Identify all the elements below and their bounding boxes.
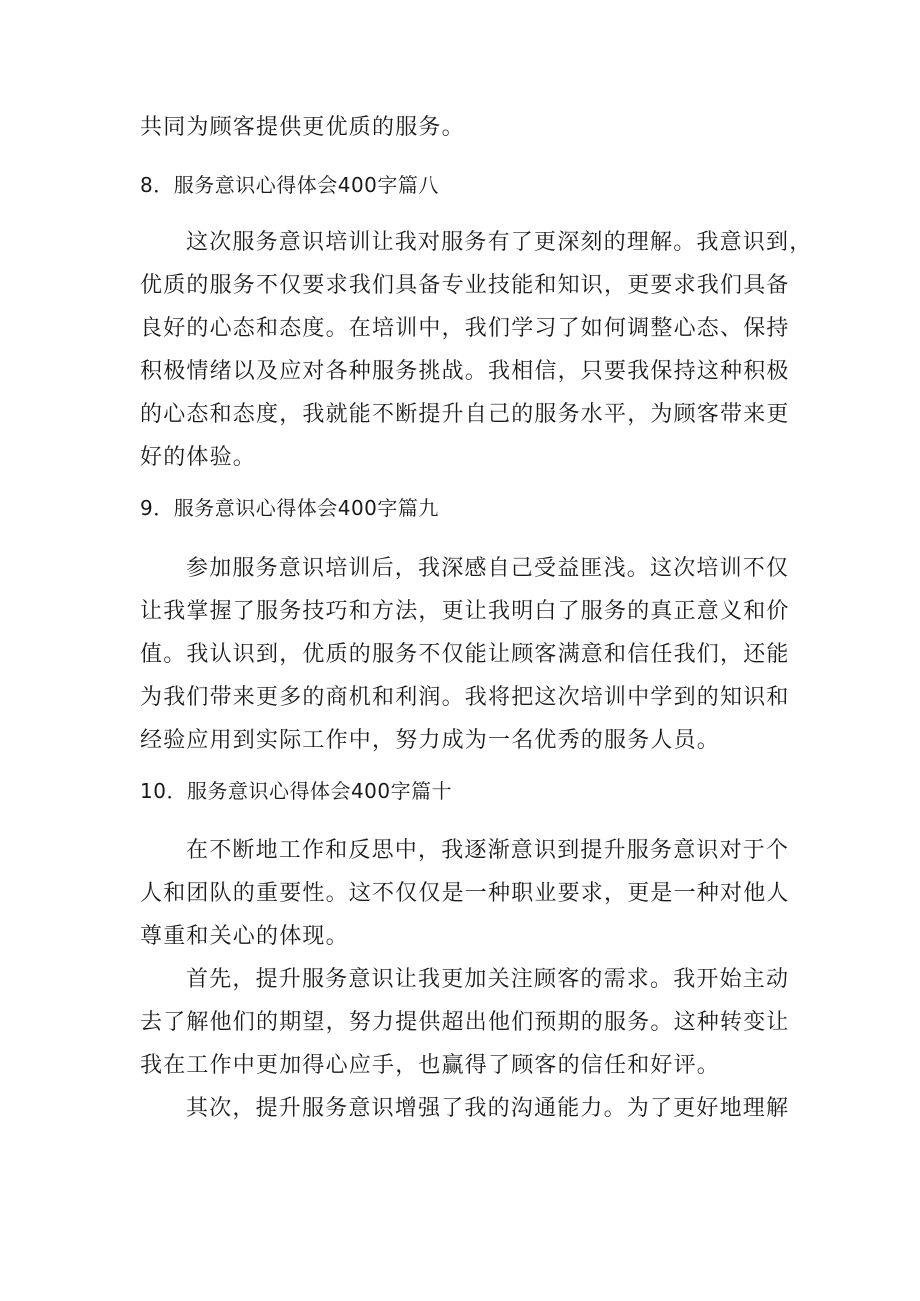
paragraph-line: 的心态和态度，我就能不断提升自己的服务水平，为顾客带来更 [140, 402, 790, 427]
paragraph-line: 在不断地工作和反思中，我逐渐意识到提升服务意识对于个 [186, 838, 790, 863]
paragraph-line: 其次，提升服务意识增强了我的沟通能力。为了更好地理解 [186, 1096, 790, 1121]
paragraph-line: 尊重和关心的体现。 [140, 924, 349, 949]
section-heading-8: 8．服务意识心得体会400字篇八 [140, 173, 439, 197]
paragraph-line: 经验应用到实际工作中，努力成为一名优秀的服务人员。 [140, 728, 721, 753]
paragraph-line: 我在工作中更加得心应手，也赢得了顾客的信任和好评。 [140, 1053, 721, 1078]
paragraph-line: 参加服务意识培训后，我深感自己受益匪浅。这次培训不仅 [186, 556, 790, 581]
section-heading-10: 10．服务意识心得体会400字篇十 [140, 779, 453, 803]
paragraph-line: 这次服务意识培训让我对服务有了更深刻的理解。我意识到， [186, 230, 813, 255]
paragraph-line: 去了解他们的期望，努力提供超出他们预期的服务。这种转变让 [140, 1010, 790, 1035]
paragraph-line: 让我掌握了服务技巧和方法，更让我明白了服务的真正意义和价 [140, 599, 790, 624]
paragraph-line: 人和团队的重要性。这不仅仅是一种职业要求，更是一种对他人 [140, 881, 790, 906]
paragraph-line: 值。我认识到，优质的服务不仅能让顾客满意和信任我们，还能 [140, 642, 790, 667]
paragraph-line: 为我们带来更多的商机和利润。我将把这次培训中学到的知识和 [140, 685, 790, 710]
section-heading-9: 9．服务意识心得体会400字篇九 [140, 496, 439, 520]
paragraph-line: 良好的心态和态度。在培训中，我们学习了如何调整心态、保持 [140, 316, 790, 341]
paragraph-line: 好的体验。 [140, 445, 257, 470]
paragraph-line: 共同为顾客提供更优质的服务。 [140, 115, 465, 140]
paragraph-line: 首先，提升服务意识让我更加关注顾客的需求。我开始主动 [186, 967, 790, 992]
paragraph-line: 优质的服务不仅要求我们具备专业技能和知识，更要求我们具备 [140, 273, 790, 298]
paragraph-line: 积极情绪以及应对各种服务挑战。我相信，只要我保持这种积极 [140, 359, 790, 384]
